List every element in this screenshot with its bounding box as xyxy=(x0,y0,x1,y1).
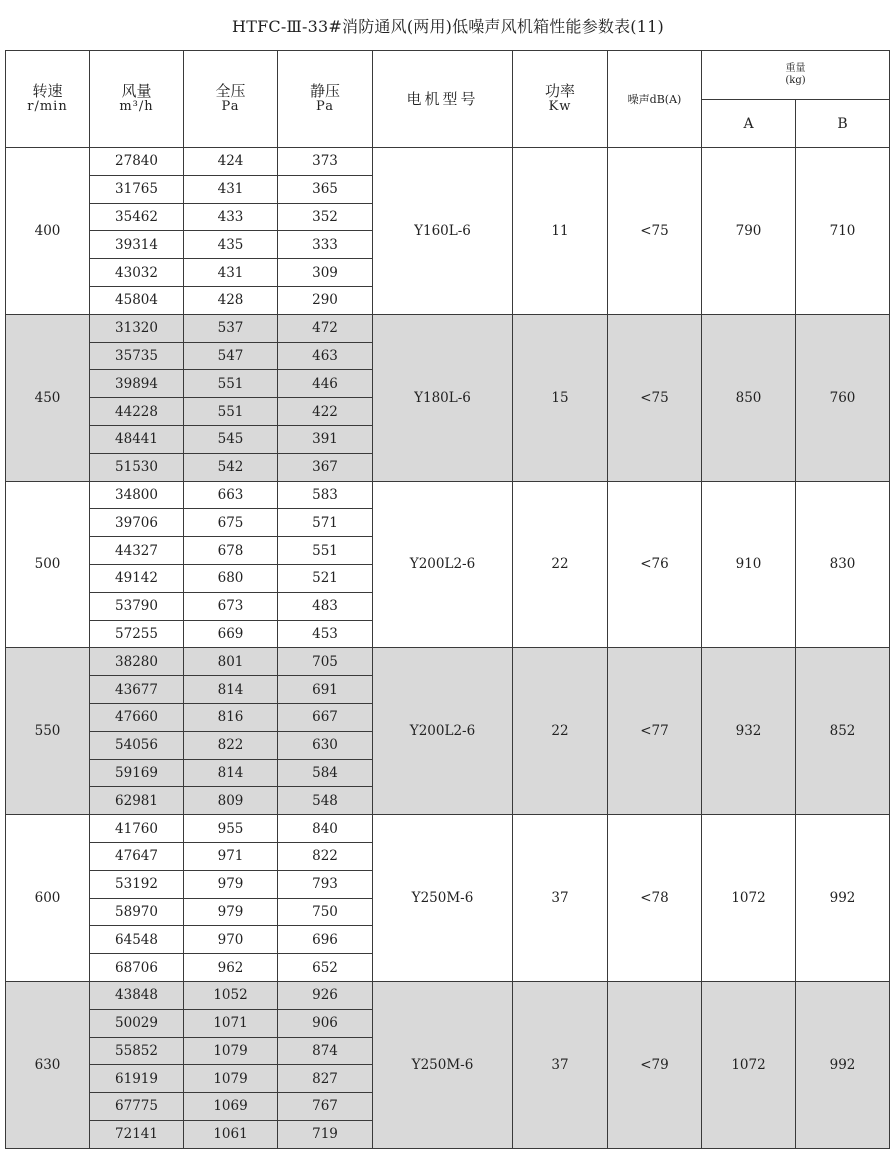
total-pressure-cell: 433 xyxy=(184,203,278,231)
speed-cell: 630 xyxy=(6,981,90,1148)
motor-cell: Y200L2-6 xyxy=(373,481,513,648)
motor-cell: Y180L-6 xyxy=(373,314,513,481)
total-pressure-cell: 1079 xyxy=(184,1037,278,1065)
weight-b-cell: 710 xyxy=(796,148,890,315)
header-noise-label: 噪声dB(A) xyxy=(627,92,682,106)
weight-a-cell: 850 xyxy=(702,314,796,481)
header-flow xyxy=(90,51,184,148)
total-pressure-cell: 669 xyxy=(184,620,278,648)
speed-group xyxy=(6,314,890,481)
header-power-label: 功率 xyxy=(544,82,575,100)
header-total-pressure-unit: Pa xyxy=(221,99,240,114)
weight-a-cell: 1072 xyxy=(702,815,796,982)
total-pressure-cell: 680 xyxy=(184,564,278,592)
header-power-unit: Kw xyxy=(548,99,572,114)
total-pressure-cell: 663 xyxy=(184,481,278,509)
total-pressure-cell: 675 xyxy=(184,509,278,537)
table-row xyxy=(6,314,890,342)
flow-cell: 59169 xyxy=(90,759,184,787)
flow-cell: 43032 xyxy=(90,259,184,287)
flow-cell: 31765 xyxy=(90,175,184,203)
total-pressure-cell: 1069 xyxy=(184,1093,278,1121)
static-pressure-cell: 548 xyxy=(278,787,373,815)
speed-cell: 400 xyxy=(6,148,90,315)
total-pressure-cell: 428 xyxy=(184,286,278,314)
noise-cell: <77 xyxy=(608,648,702,815)
header-total-pressure-label: 全压 xyxy=(215,82,246,100)
static-pressure-cell: 422 xyxy=(278,398,373,426)
weight-b-cell: 760 xyxy=(796,314,890,481)
flow-cell: 54056 xyxy=(90,731,184,759)
total-pressure-cell: 979 xyxy=(184,870,278,898)
total-pressure-cell: 1079 xyxy=(184,1065,278,1093)
flow-cell: 68706 xyxy=(90,954,184,982)
table-header xyxy=(6,51,890,148)
speed-group xyxy=(6,648,890,815)
static-pressure-cell: 391 xyxy=(278,425,373,453)
flow-cell: 44327 xyxy=(90,537,184,565)
flow-cell: 55852 xyxy=(90,1037,184,1065)
static-pressure-cell: 630 xyxy=(278,731,373,759)
flow-cell: 43677 xyxy=(90,676,184,704)
header-weight-unit: (kg) xyxy=(785,75,806,86)
static-pressure-cell: 750 xyxy=(278,898,373,926)
total-pressure-cell: 673 xyxy=(184,592,278,620)
static-pressure-cell: 719 xyxy=(278,1120,373,1148)
total-pressure-cell: 1052 xyxy=(184,981,278,1009)
noise-cell: <79 xyxy=(608,981,702,1148)
flow-cell: 39894 xyxy=(90,370,184,398)
total-pressure-cell: 435 xyxy=(184,231,278,259)
power-cell: 37 xyxy=(513,815,608,982)
flow-cell: 47660 xyxy=(90,703,184,731)
header-flow-unit: m³/h xyxy=(119,99,154,114)
total-pressure-cell: 822 xyxy=(184,731,278,759)
total-pressure-cell: 1061 xyxy=(184,1120,278,1148)
static-pressure-cell: 333 xyxy=(278,231,373,259)
power-cell: 11 xyxy=(513,148,608,315)
total-pressure-cell: 431 xyxy=(184,175,278,203)
performance-table xyxy=(5,50,890,1149)
total-pressure-cell: 547 xyxy=(184,342,278,370)
flow-cell: 48441 xyxy=(90,425,184,453)
speed-cell: 500 xyxy=(6,481,90,648)
static-pressure-cell: 446 xyxy=(278,370,373,398)
flow-cell: 45804 xyxy=(90,286,184,314)
motor-cell: Y160L-6 xyxy=(373,148,513,315)
flow-cell: 61919 xyxy=(90,1065,184,1093)
weight-a-cell: 1072 xyxy=(702,981,796,1148)
header-weight xyxy=(702,51,890,100)
static-pressure-cell: 472 xyxy=(278,314,373,342)
static-pressure-cell: 827 xyxy=(278,1065,373,1093)
flow-cell: 62981 xyxy=(90,787,184,815)
static-pressure-cell: 906 xyxy=(278,1009,373,1037)
header-weight-b: B xyxy=(796,100,890,148)
power-cell: 22 xyxy=(513,648,608,815)
flow-cell: 50029 xyxy=(90,1009,184,1037)
header-flow-label: 风量 xyxy=(121,82,152,100)
total-pressure-cell: 431 xyxy=(184,259,278,287)
speed-cell: 600 xyxy=(6,815,90,982)
flow-cell: 67775 xyxy=(90,1093,184,1121)
speed-group xyxy=(6,981,890,1148)
flow-cell: 53192 xyxy=(90,870,184,898)
static-pressure-cell: 521 xyxy=(278,564,373,592)
static-pressure-cell: 483 xyxy=(278,592,373,620)
header-weight-label: 重量 xyxy=(785,63,806,74)
static-pressure-cell: 551 xyxy=(278,537,373,565)
header-speed-label: 转速 xyxy=(32,82,63,100)
header-static-pressure xyxy=(278,51,373,148)
power-cell: 15 xyxy=(513,314,608,481)
header-speed-unit: r/min xyxy=(27,99,68,114)
weight-a-cell: 932 xyxy=(702,648,796,815)
speed-group xyxy=(6,815,890,982)
flow-cell: 34800 xyxy=(90,481,184,509)
flow-cell: 39706 xyxy=(90,509,184,537)
header-motor xyxy=(373,51,513,148)
table-row xyxy=(6,981,890,1009)
header-motor-label: 电机型号 xyxy=(406,90,479,108)
flow-cell: 53790 xyxy=(90,592,184,620)
static-pressure-cell: 365 xyxy=(278,175,373,203)
total-pressure-cell: 537 xyxy=(184,314,278,342)
static-pressure-cell: 767 xyxy=(278,1093,373,1121)
power-cell: 37 xyxy=(513,981,608,1148)
total-pressure-cell: 809 xyxy=(184,787,278,815)
table-row xyxy=(6,148,890,176)
table-row xyxy=(6,481,890,509)
header-speed xyxy=(6,51,90,148)
total-pressure-cell: 801 xyxy=(184,648,278,676)
static-pressure-cell: 874 xyxy=(278,1037,373,1065)
static-pressure-cell: 793 xyxy=(278,870,373,898)
header-total-pressure xyxy=(184,51,278,148)
flow-cell: 27840 xyxy=(90,148,184,176)
header-weight-a: A xyxy=(702,100,796,148)
total-pressure-cell: 551 xyxy=(184,370,278,398)
total-pressure-cell: 970 xyxy=(184,926,278,954)
static-pressure-cell: 840 xyxy=(278,815,373,843)
total-pressure-cell: 979 xyxy=(184,898,278,926)
static-pressure-cell: 652 xyxy=(278,954,373,982)
total-pressure-cell: 678 xyxy=(184,537,278,565)
noise-cell: <76 xyxy=(608,481,702,648)
weight-b-cell: 992 xyxy=(796,981,890,1148)
table-row xyxy=(6,815,890,843)
table-row xyxy=(6,648,890,676)
header-static-pressure-unit: Pa xyxy=(316,99,334,114)
header-noise xyxy=(608,51,702,148)
total-pressure-cell: 551 xyxy=(184,398,278,426)
motor-cell: Y200L2-6 xyxy=(373,648,513,815)
noise-cell: <78 xyxy=(608,815,702,982)
static-pressure-cell: 926 xyxy=(278,981,373,1009)
flow-cell: 31320 xyxy=(90,314,184,342)
weight-b-cell: 830 xyxy=(796,481,890,648)
static-pressure-cell: 667 xyxy=(278,703,373,731)
header-static-pressure-label: 静压 xyxy=(309,82,340,100)
static-pressure-cell: 822 xyxy=(278,842,373,870)
static-pressure-cell: 463 xyxy=(278,342,373,370)
flow-cell: 38280 xyxy=(90,648,184,676)
total-pressure-cell: 962 xyxy=(184,954,278,982)
static-pressure-cell: 290 xyxy=(278,286,373,314)
noise-cell: <75 xyxy=(608,314,702,481)
page-title: HTFC-Ⅲ-33#消防通风(两用)低噪声风机箱性能参数表(11) xyxy=(232,17,664,36)
speed-group xyxy=(6,481,890,648)
static-pressure-cell: 584 xyxy=(278,759,373,787)
total-pressure-cell: 542 xyxy=(184,453,278,481)
flow-cell: 43848 xyxy=(90,981,184,1009)
total-pressure-cell: 814 xyxy=(184,759,278,787)
flow-cell: 35735 xyxy=(90,342,184,370)
static-pressure-cell: 453 xyxy=(278,620,373,648)
flow-cell: 58970 xyxy=(90,898,184,926)
flow-cell: 57255 xyxy=(90,620,184,648)
flow-cell: 49142 xyxy=(90,564,184,592)
static-pressure-cell: 691 xyxy=(278,676,373,704)
speed-cell: 450 xyxy=(6,314,90,481)
static-pressure-cell: 373 xyxy=(278,148,373,176)
weight-a-cell: 910 xyxy=(702,481,796,648)
weight-a-cell: 790 xyxy=(702,148,796,315)
static-pressure-cell: 352 xyxy=(278,203,373,231)
weight-b-cell: 992 xyxy=(796,815,890,982)
static-pressure-cell: 571 xyxy=(278,509,373,537)
flow-cell: 44228 xyxy=(90,398,184,426)
total-pressure-cell: 1071 xyxy=(184,1009,278,1037)
flow-cell: 72141 xyxy=(90,1120,184,1148)
total-pressure-cell: 814 xyxy=(184,676,278,704)
static-pressure-cell: 309 xyxy=(278,259,373,287)
static-pressure-cell: 696 xyxy=(278,926,373,954)
flow-cell: 39314 xyxy=(90,231,184,259)
static-pressure-cell: 367 xyxy=(278,453,373,481)
static-pressure-cell: 583 xyxy=(278,481,373,509)
total-pressure-cell: 816 xyxy=(184,703,278,731)
weight-b-cell: 852 xyxy=(796,648,890,815)
flow-cell: 64548 xyxy=(90,926,184,954)
total-pressure-cell: 971 xyxy=(184,842,278,870)
static-pressure-cell: 705 xyxy=(278,648,373,676)
power-cell: 22 xyxy=(513,481,608,648)
total-pressure-cell: 955 xyxy=(184,815,278,843)
flow-cell: 35462 xyxy=(90,203,184,231)
noise-cell: <75 xyxy=(608,148,702,315)
speed-cell: 550 xyxy=(6,648,90,815)
motor-cell: Y250M-6 xyxy=(373,815,513,982)
speed-group xyxy=(6,148,890,315)
motor-cell: Y250M-6 xyxy=(373,981,513,1148)
flow-cell: 47647 xyxy=(90,842,184,870)
total-pressure-cell: 545 xyxy=(184,425,278,453)
flow-cell: 41760 xyxy=(90,815,184,843)
header-power xyxy=(513,51,608,148)
flow-cell: 51530 xyxy=(90,453,184,481)
total-pressure-cell: 424 xyxy=(184,148,278,176)
